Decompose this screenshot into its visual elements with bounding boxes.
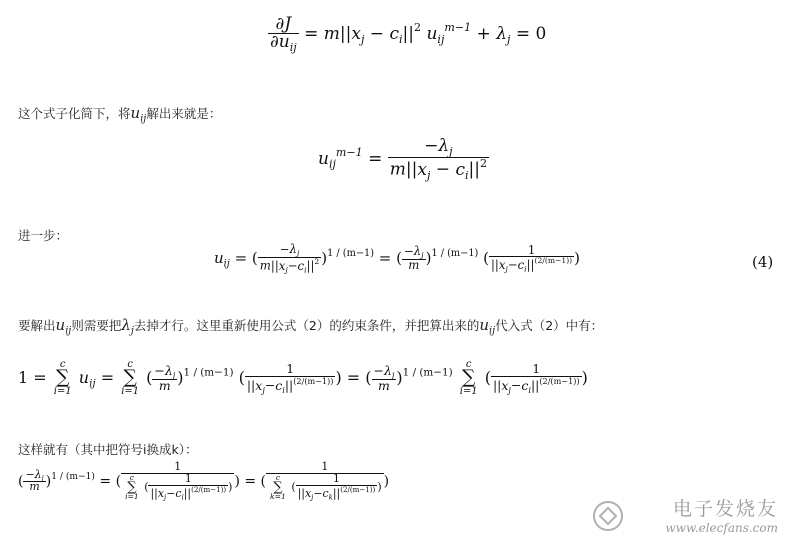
elecfans-logo-icon xyxy=(588,499,628,533)
equation-5: ( $\frac{-\lambda_j}{m}$ )$^{1 / (m-1)}$ = ( 1 c ∑ i=1 ( $\frac{1}{||x_j-c_i||^{(2/(m-1))}}$ ) ) = ( 1 c ∑ k=1 ( $\frac{1}{||x_j-c_k||^{(2/(m-1))}}$ ) ) xyxy=(18,460,390,502)
paragraph-2: 进一步： xyxy=(18,228,69,243)
equation-4: 1 = c ∑ i=1 $u_{ij}$ = c ∑ i=1 ( $\frac{-\lambda_j}{m}$ )$^{1 / (m-1)}$ ( $\frac{1}{||x_j-c_i||^{(2/(m-1))}}$ ) = ( $\frac{-\lambda_j}{m}$ )$^{1 / (m-1)}$ c ∑ i=1 ( $\frac{1}{||x_j-c_i||^{(2/(m-1))}}$ ) xyxy=(18,359,588,397)
equation-number: (4) xyxy=(752,253,774,271)
equation-2: $u_{ij}^{m-1}$ = $\frac{-\lambda_j}{m||x_j - c_i||^2}$ xyxy=(318,136,488,182)
paragraph-1: 这个式子化简下，将$u_{ij}$解出来就是： xyxy=(18,104,222,125)
watermark-url: www.elecfans.com xyxy=(665,520,778,535)
equation-1: $\frac{\partial J}{\partial u_{ij}}$ = $m||x_j - c_i||^2$ $u_{ij}^{m-1} + \lambda_j = 0$ xyxy=(270,14,547,54)
watermark xyxy=(665,498,778,535)
paragraph-4: 这样就有（其中把符号i换成k）： xyxy=(18,442,198,457)
paragraph-3: 要解出$u_{ij}$则需要把$\lambda_j$去掉才行。这里重新使用公式（2）的约束条件，并把算出来的$u_{ij}$代入式（2）中有： xyxy=(18,316,604,337)
watermark-logo-text: 电子发烧友 xyxy=(672,497,778,520)
equation-3: $u_{ij}$ = ( $\frac{-\lambda_j}{m||x_j-c_i||^2}$ )$^{1 / (m-1)}$ = ( $\frac{-\lambda_j}{m}$ )$^{1 / (m-1)}$ ( $\frac{1}{||x_j-c_i||^{(2/(m-1))}}$ ) xyxy=(214,242,580,275)
